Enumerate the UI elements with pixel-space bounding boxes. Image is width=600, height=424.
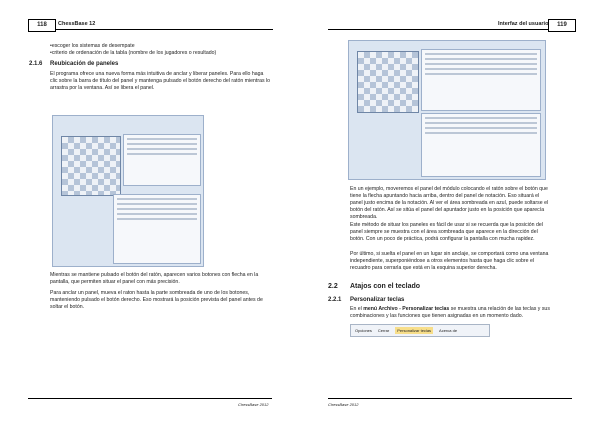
paragraph: En el menú Archivo - Personalizar teclas se muestra una relación de las teclas y sus combinaciones y las funciones que tienen asignadas en un momento dado. — [350, 306, 550, 319]
paragraph: El programa ofrece una nueva forma más intuitiva de anclar y liberar paneles. Para ello haga clic sobre la barra de título del panel y mantenga pulsado el botón derecho del ratón mientras lo arrastra por la ventana. Así se libera el panel. — [50, 71, 271, 91]
notation-panel — [421, 49, 541, 111]
toolbar-about: Acerca de — [439, 328, 458, 333]
bullet-item: •escoger los sistemas de desempate — [50, 43, 135, 49]
paragraph: Este método de situar los paneles es fácil de usar si se recuerda que la posición del panel siempre se muestra con el área sombreada que aparece en la dirección del botón. Con un poco de práctica, podrá configurar la pantalla con mucha rapidez. — [350, 222, 543, 242]
footer: ChessBase 2012 — [238, 402, 269, 407]
footer: ChessBase 2012 — [328, 402, 359, 407]
running-header: ChessBase 12 — [58, 21, 96, 27]
chess-board — [357, 51, 419, 113]
page-number: 118 — [28, 19, 56, 32]
header-rule — [328, 29, 548, 30]
toolbar-close: Cerrar — [377, 328, 390, 333]
section-title: Atajos con el teclado — [350, 283, 421, 290]
section-number: 2.2 — [328, 283, 338, 290]
footer-rule — [328, 398, 572, 399]
screenshot-image — [348, 40, 546, 180]
toolbar-options: Opciones — [355, 328, 372, 333]
page-number: 119 — [548, 19, 576, 32]
bullet-item: •criterio de ordenación de la tabla (nombre de los jugadores o resultado) — [50, 50, 217, 56]
paragraph: Mientras se mantiene pulsado el botón del ratón, aparecen varios botones con flecha en la pantalla, que permiten situar el panel con más precisión. — [50, 272, 259, 285]
paragraph: Por último, si suelta el panel en un lugar sin anclaje, se comportará como una ventana independiente, superponiéndose a otros elementos hasta que haga clic sobre el recuadro para cerrarla que está en la esquina superior derecha. — [350, 251, 549, 271]
toolbar-customize-keys: Personalizar teclas — [397, 328, 432, 333]
chess-board — [61, 136, 121, 196]
section-number: 2.1.6 — [29, 61, 43, 67]
floating-panel — [113, 194, 201, 264]
notation-panel — [123, 134, 201, 186]
screenshot-image — [52, 115, 204, 267]
paragraph: En un ejemplo, moveremos el panel del módulo colocando el ratón sobre el botón que tiene la flecha apuntando hacia arriba, dentro del panel de notación. Eso situará el panel justo encima de la notación. Al ver el área sombreada en azul, puede soltarse el botón del ratón. Así se sitúa el panel del apuntador justo en la posición que aparecía sombreada. — [350, 186, 549, 220]
header-rule — [55, 29, 273, 30]
subsection-number: 2.2.1 — [328, 297, 342, 303]
paragraph: Para anclar un panel, mueva el raton hasta la parte sombreada de uno de los botones, manteniendo pulsado el botón derecho. Eso mostrará la posición prevista del panel antes de soltar el botón. — [50, 290, 263, 310]
section-title: Reubicación de paneles — [50, 61, 119, 67]
running-header: Interfaz del usuario — [498, 21, 549, 27]
footer-rule — [28, 398, 272, 399]
module-panel — [421, 113, 541, 177]
toolbar-image — [350, 324, 490, 337]
subsection-title: Personalizar teclas — [350, 297, 405, 303]
